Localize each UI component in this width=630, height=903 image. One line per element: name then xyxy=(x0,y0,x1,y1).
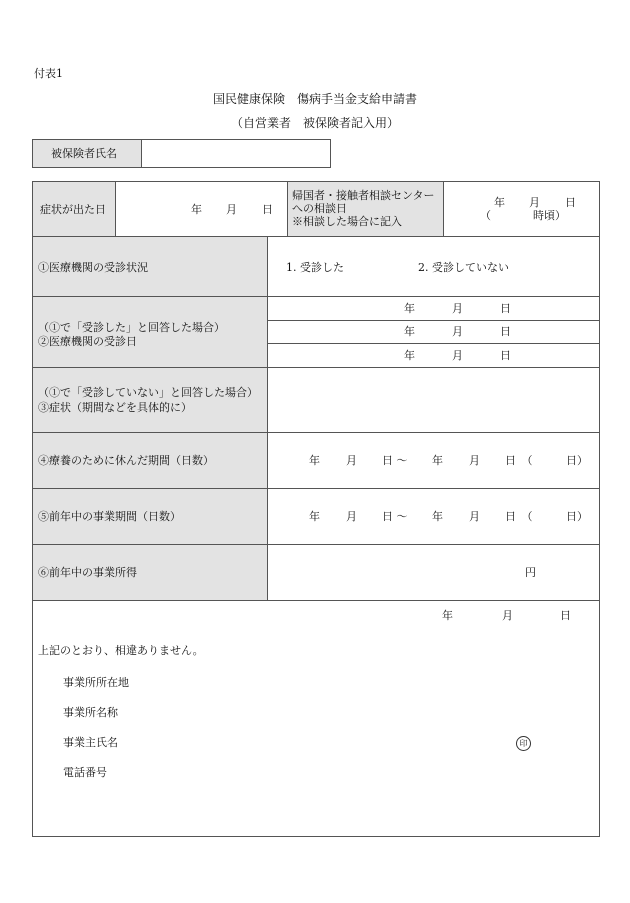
business-end-year[interactable]: 年 xyxy=(432,510,443,523)
consultation-day[interactable]: 日 xyxy=(565,196,576,209)
symptom-year[interactable]: 年 xyxy=(191,203,202,216)
visit2-month[interactable]: 月 xyxy=(452,325,463,338)
row5-label: ⑤前年中の事業期間（日数） xyxy=(38,510,181,523)
symptom-day[interactable]: 日 xyxy=(262,203,273,216)
declaration-statement: 上記のとおり、相違ありません。 xyxy=(38,644,204,657)
label-column xyxy=(33,237,267,600)
symptom-details-input[interactable] xyxy=(270,370,596,428)
visit1-year[interactable]: 年 xyxy=(404,302,415,315)
business-address-label: 事業所所在地 xyxy=(63,676,129,689)
consultation-time[interactable]: 時頃） xyxy=(533,209,566,222)
visit1-month[interactable]: 月 xyxy=(452,302,463,315)
row3-label-line2: ③症状（期間などを具体的に） xyxy=(38,401,192,414)
visit3-year[interactable]: 年 xyxy=(404,349,415,362)
consultation-label-line1: 帰国者・接触者相談センター xyxy=(292,189,435,202)
business-start-day[interactable]: 日 〜 xyxy=(382,510,408,523)
symptom-label: 症状が出た日 xyxy=(40,203,106,216)
leave-start-year[interactable]: 年 xyxy=(309,454,320,467)
attachment-label: 付表1 xyxy=(34,67,63,80)
signature-month[interactable]: 月 xyxy=(502,609,513,622)
consultation-month[interactable]: 月 xyxy=(529,196,540,209)
business-name-label: 事業所名称 xyxy=(63,706,118,719)
symptom-month[interactable]: 月 xyxy=(226,203,237,216)
row2-label-line2: ②医療機関の受診日 xyxy=(38,335,137,348)
business-start-month[interactable]: 月 xyxy=(346,510,357,523)
visit3-month[interactable]: 月 xyxy=(452,349,463,362)
income-yen[interactable]: 円 xyxy=(525,566,536,579)
row6-label: ⑥前年中の事業所得 xyxy=(38,566,137,579)
consultation-label-line3: ※相談した場合に記入 xyxy=(292,215,402,228)
option-received[interactable]: 1. 受診した xyxy=(286,261,344,274)
owner-name-label: 事業主氏名 xyxy=(63,736,118,749)
seal-mark: 印 xyxy=(516,736,531,751)
row2-label-line1: （①で「受診した」と回答した場合） xyxy=(38,321,225,334)
insured-name-label: 被保険者氏名 xyxy=(51,147,117,160)
document-title: 国民健康保険 傷病手当金支給申請書 xyxy=(212,92,417,106)
leave-end-month[interactable]: 月 xyxy=(469,454,480,467)
business-start-year[interactable]: 年 xyxy=(309,510,320,523)
leave-days[interactable]: 日） xyxy=(566,454,588,467)
leave-start-day[interactable]: 日 〜 xyxy=(382,454,408,467)
leave-start-month[interactable]: 月 xyxy=(346,454,357,467)
consultation-year[interactable]: 年 xyxy=(494,196,505,209)
leave-end-day[interactable]: 日 （ xyxy=(505,454,533,467)
row4-label: ④療養のために休んだ期間（日数） xyxy=(38,454,214,467)
visit3-day[interactable]: 日 xyxy=(500,349,511,362)
document-subtitle: （自営業者 被保険者記入用） xyxy=(230,116,399,130)
signature-day[interactable]: 日 xyxy=(560,609,571,622)
visit2-day[interactable]: 日 xyxy=(500,325,511,338)
business-end-day[interactable]: 日 （ xyxy=(505,510,533,523)
consultation-paren-open: （ xyxy=(480,209,491,222)
visit2-year[interactable]: 年 xyxy=(404,325,415,338)
business-days[interactable]: 日） xyxy=(566,510,588,523)
business-end-month[interactable]: 月 xyxy=(469,510,480,523)
phone-label: 電話番号 xyxy=(63,766,107,779)
visit1-day[interactable]: 日 xyxy=(500,302,511,315)
row3-label-line1: （①で「受診していない」と回答した場合） xyxy=(38,386,258,399)
consultation-label-line2: への相談日 xyxy=(292,202,347,215)
signature-year[interactable]: 年 xyxy=(442,609,453,622)
leave-end-year[interactable]: 年 xyxy=(432,454,443,467)
option-not-received[interactable]: 2. 受診していない xyxy=(418,261,509,274)
row1-label: ①医療機関の受診状況 xyxy=(38,261,148,274)
